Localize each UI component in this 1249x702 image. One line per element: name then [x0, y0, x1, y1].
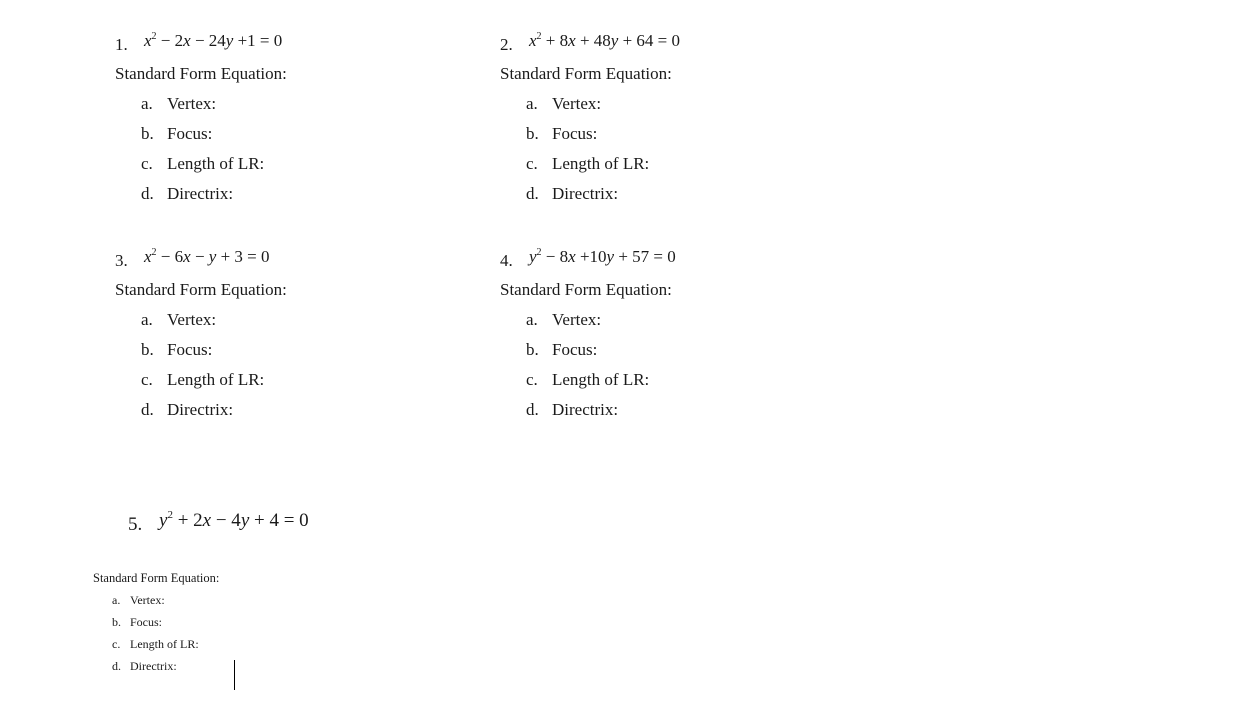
item-letter: d.: [526, 400, 539, 419]
item-text: Focus:: [552, 340, 598, 359]
eq-var: x: [568, 247, 576, 266]
eq-var: y: [529, 247, 537, 266]
problem-number: 2.: [500, 35, 513, 54]
eq-var: y: [208, 247, 217, 266]
eq-term: + 48: [575, 31, 611, 50]
item-letter: d.: [141, 184, 154, 203]
item-letter: b.: [112, 615, 121, 629]
item-text: Vertex:: [167, 310, 217, 329]
problem-number: 5.: [128, 514, 143, 535]
eq-term: − 4: [211, 510, 241, 531]
item-directrix: [141, 184, 233, 204]
item-letter: a.: [141, 310, 153, 329]
item-letter: a.: [141, 94, 153, 113]
eq-term: + 2: [172, 510, 203, 531]
item-text: Length of LR:: [130, 637, 199, 651]
eq-var: x: [183, 31, 191, 50]
item-letter: b.: [141, 340, 154, 359]
item-letter: c.: [141, 154, 153, 173]
item-letter: a.: [526, 310, 538, 329]
eq-exponent: 2: [151, 247, 157, 258]
item-focus: [526, 340, 597, 360]
eq-var: x: [202, 510, 212, 531]
item-length-lr: [526, 154, 649, 174]
eq-var: x: [144, 31, 152, 50]
eq-term: +1 = 0: [233, 31, 283, 50]
eq-var: y: [159, 510, 168, 531]
item-text: Vertex:: [552, 310, 602, 329]
eq-term: + 57 = 0: [614, 247, 676, 266]
item-text: Focus:: [552, 124, 598, 143]
eq-var: y: [610, 31, 619, 50]
item-text: Length of LR:: [552, 370, 650, 389]
problem-number: 4.: [500, 251, 513, 270]
item-letter: b.: [141, 124, 154, 143]
item-text: Directrix:: [552, 184, 619, 203]
item-text: Length of LR:: [167, 370, 265, 389]
item-text: Vertex:: [167, 94, 217, 113]
item-vertex: [141, 310, 216, 330]
equation: [144, 31, 282, 51]
item-letter: d.: [112, 659, 121, 673]
eq-exponent: 2: [151, 31, 157, 42]
item-text: Directrix:: [552, 400, 619, 419]
item-length-lr: [141, 154, 264, 174]
item-text: Directrix:: [130, 659, 177, 673]
item-vertex: [526, 310, 601, 330]
text-cursor: [234, 660, 235, 690]
eq-var: y: [606, 247, 615, 266]
eq-term: + 64 = 0: [618, 31, 681, 50]
eq-term: − 8: [541, 247, 569, 266]
item-letter: c.: [526, 370, 538, 389]
eq-var: x: [568, 31, 576, 50]
item-directrix: [526, 400, 618, 420]
item-letter: c.: [141, 370, 153, 389]
standard-form-label: Standard Form Equation:: [115, 280, 287, 299]
item-letter: b.: [526, 340, 539, 359]
eq-var: y: [240, 510, 250, 531]
eq-term: − 2: [156, 31, 184, 50]
eq-var: x: [529, 31, 537, 50]
item-focus: [526, 124, 597, 144]
eq-var: y: [225, 31, 234, 50]
problem-number: 1.: [115, 35, 128, 54]
item-vertex: [526, 94, 601, 114]
item-text: Directrix:: [167, 184, 234, 203]
item-length-lr: [526, 370, 649, 390]
item-text: Focus:: [167, 124, 213, 143]
item-letter: d.: [141, 400, 154, 419]
item-focus: [141, 124, 212, 144]
equation: [529, 31, 680, 51]
item-letter: b.: [526, 124, 539, 143]
eq-term: + 8: [541, 31, 569, 50]
eq-var: x: [144, 247, 152, 266]
eq-term: +10: [575, 247, 607, 266]
item-text: Focus:: [130, 615, 163, 629]
item-vertex: [141, 94, 216, 114]
eq-exponent: 2: [536, 247, 542, 258]
standard-form-label: Standard Form Equation:: [93, 571, 220, 585]
eq-term: − 6: [156, 247, 184, 266]
item-focus: [141, 340, 212, 360]
item-directrix: [526, 184, 618, 204]
eq-term: + 4 = 0: [249, 510, 309, 531]
item-focus: [112, 615, 162, 630]
eq-var: x: [183, 247, 191, 266]
item-text: Length of LR:: [167, 154, 265, 173]
eq-term: −: [190, 247, 209, 266]
equation: [159, 510, 309, 532]
item-letter: d.: [526, 184, 539, 203]
standard-form-label: Standard Form Equation:: [500, 280, 672, 299]
item-letter: a.: [112, 593, 121, 607]
item-directrix: [141, 400, 233, 420]
item-text: Vertex:: [552, 94, 602, 113]
eq-term: − 24: [190, 31, 226, 50]
item-letter: c.: [112, 637, 121, 651]
eq-exponent: 2: [536, 31, 542, 42]
item-directrix: [112, 659, 177, 674]
equation: [144, 247, 270, 267]
standard-form-label: Standard Form Equation:: [115, 64, 287, 83]
problem-number: 3.: [115, 251, 128, 270]
item-text: Length of LR:: [552, 154, 650, 173]
eq-exponent: 2: [167, 509, 173, 521]
equation: [529, 247, 676, 267]
item-letter: c.: [526, 154, 538, 173]
eq-term: + 3 = 0: [216, 247, 270, 266]
standard-form-label: Standard Form Equation:: [500, 64, 672, 83]
item-length-lr: [112, 637, 199, 652]
item-vertex: [112, 593, 165, 608]
item-text: Directrix:: [167, 400, 234, 419]
item-text: Focus:: [167, 340, 213, 359]
item-letter: a.: [526, 94, 538, 113]
item-length-lr: [141, 370, 264, 390]
item-text: Vertex:: [130, 593, 165, 607]
